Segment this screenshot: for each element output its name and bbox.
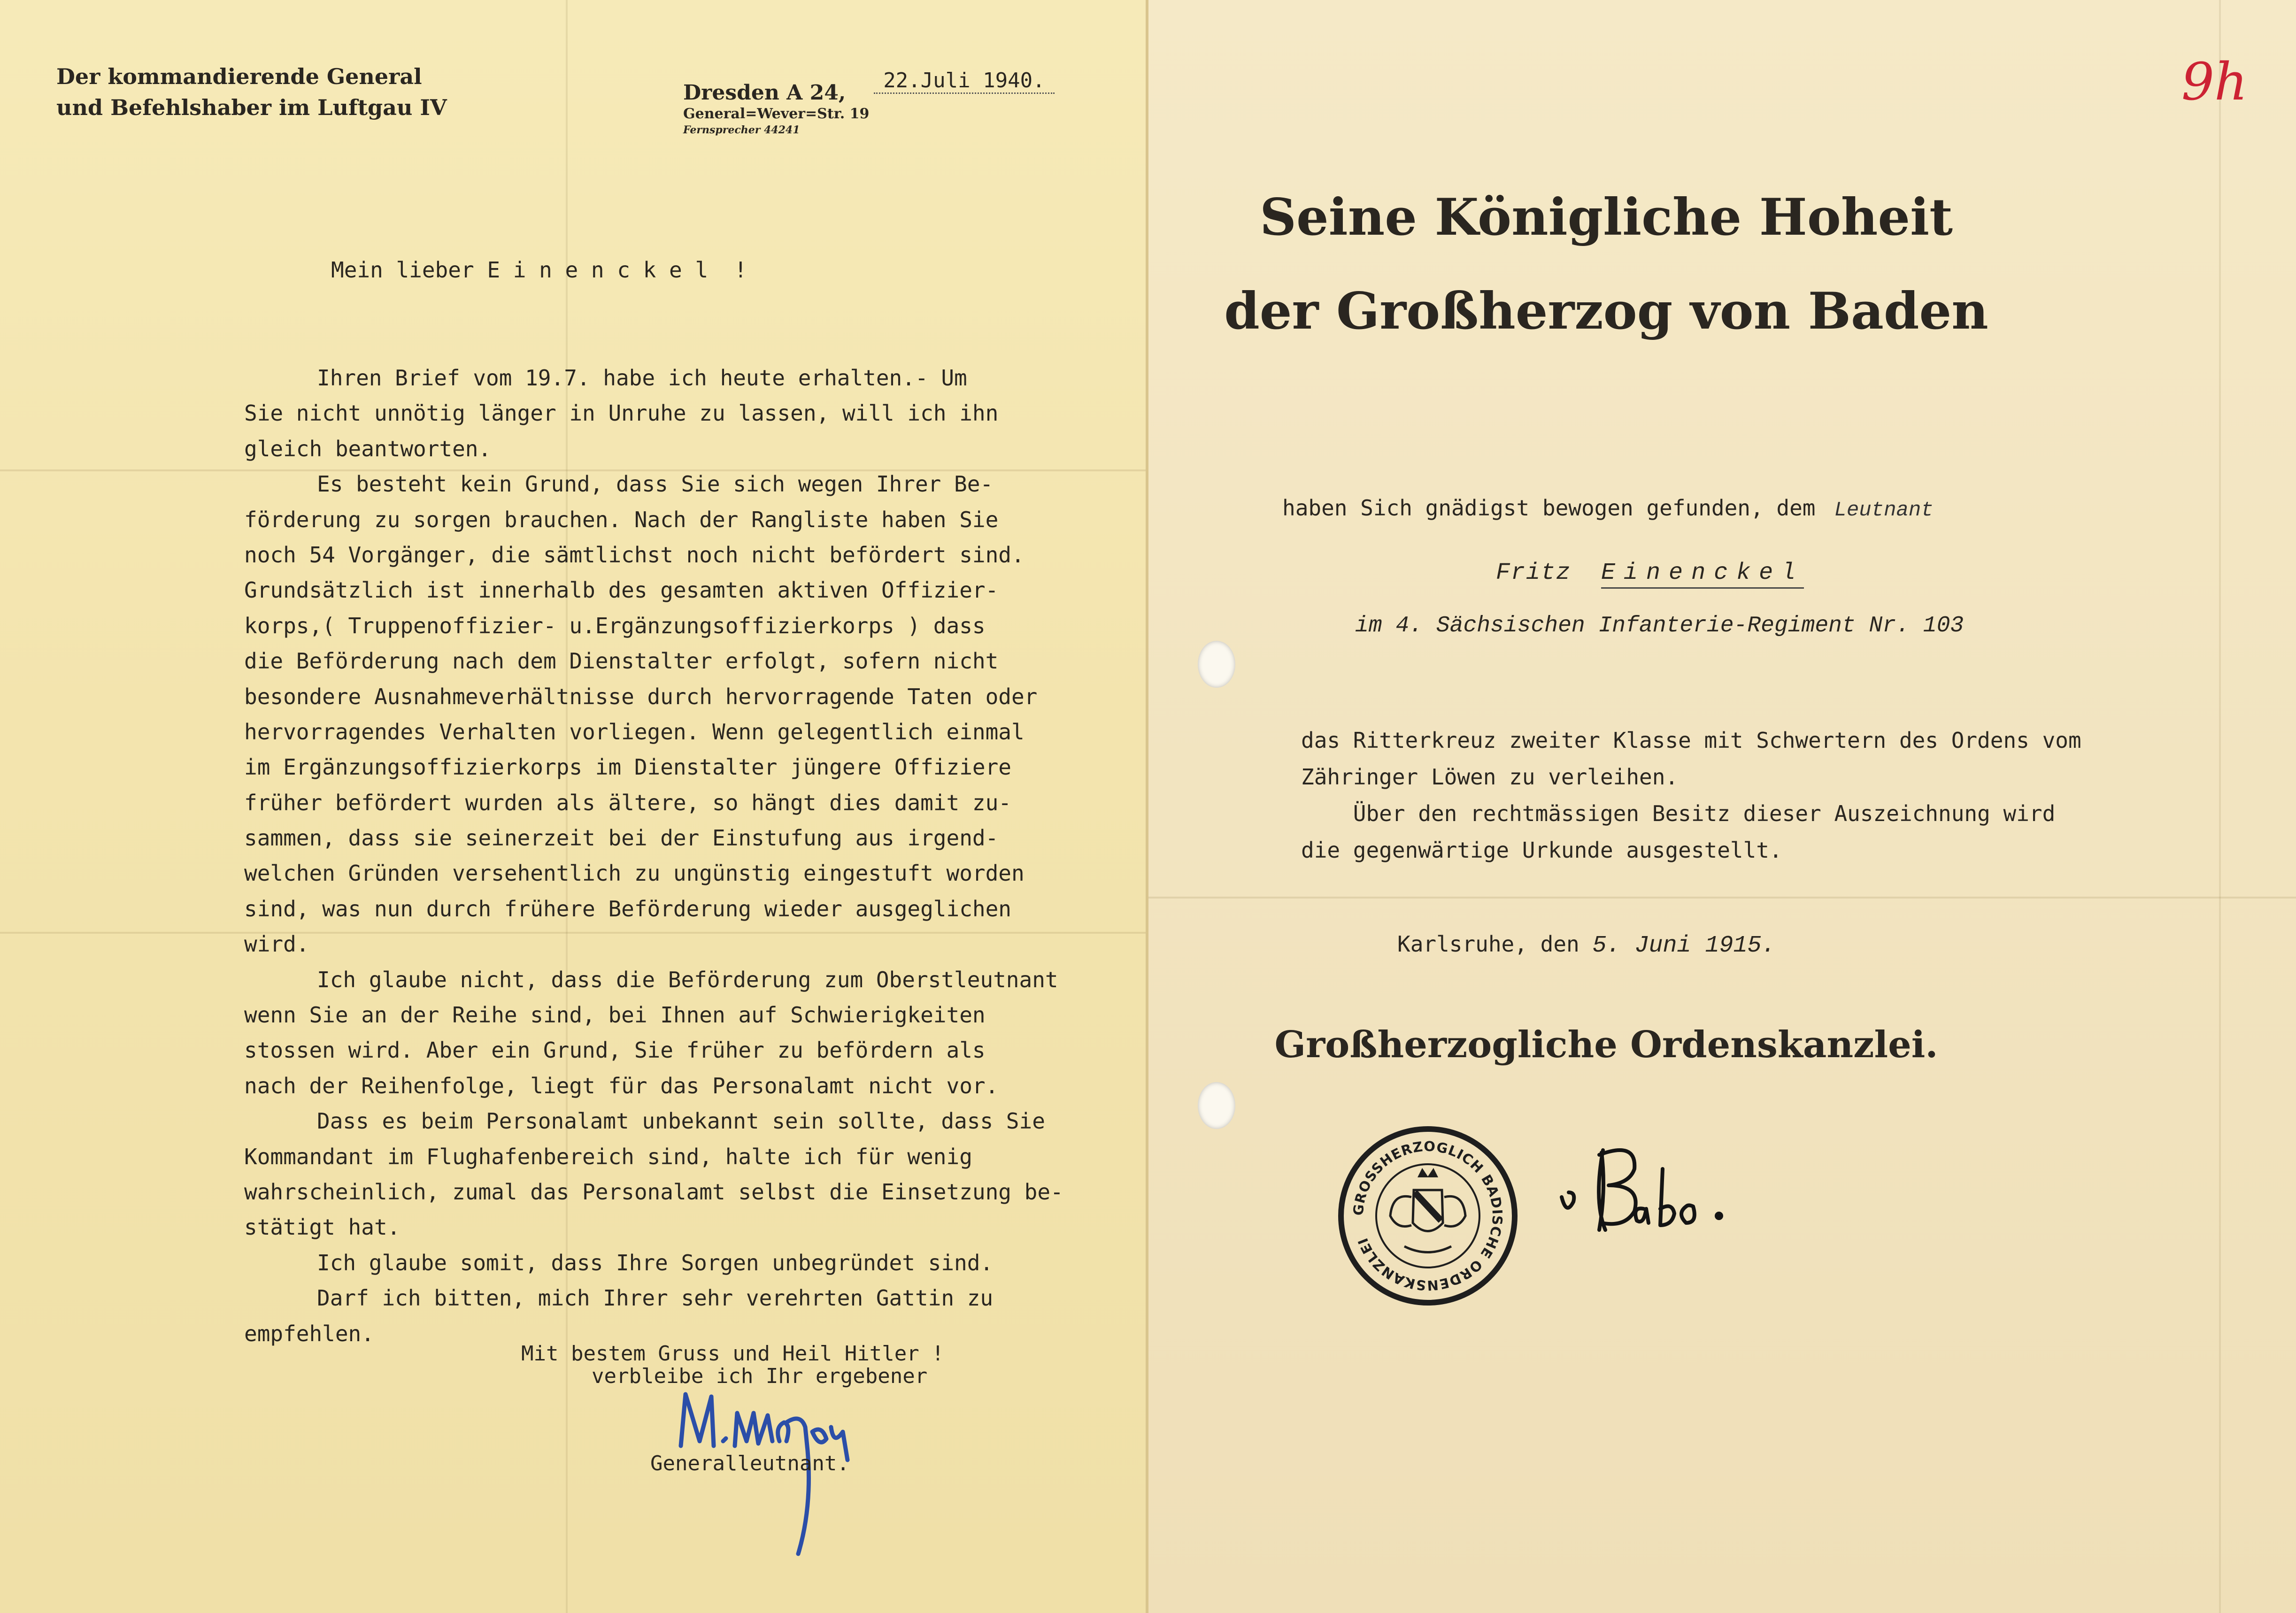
body-line: wahrscheinlich, zumal das Personalamt selbst die Einsetzung be- — [244, 1179, 1063, 1205]
body-line: förderung zu sorgen brauchen. Nach der Rangliste haben Sie — [244, 507, 999, 532]
body-line: Ihren Brief vom 19.7. habe ich heute erhalten.- Um — [317, 365, 967, 391]
body-line: Dass es beim Personalamt unbekannt sein sollte, dass Sie — [317, 1108, 1045, 1134]
body-line: Ich glaube somit, dass Ihre Sorgen unbegründet sind. — [317, 1250, 994, 1275]
issuing-authority: Großherzogliche Ordenskanzlei. — [1274, 1023, 1938, 1066]
letterhead-place-block — [683, 69, 1055, 136]
body-line: gleich beantworten. — [244, 436, 492, 461]
signature-babo — [1557, 1117, 1862, 1258]
svg-text:GROSSHERZOGLICH BADISCHE ORDEN: GROSSHERZOGLICH BADISCHE ORDENSKANZLEI — [1350, 1138, 1506, 1294]
body-line: im Ergänzungsoffizierkorps im Dienstalter jüngere Offiziere — [244, 754, 1011, 780]
letter-page — [0, 0, 1146, 1613]
body-line: empfehlen. — [244, 1321, 374, 1346]
body-line: besondere Ausnahmeverhältnisse durch hervorragende Taten oder — [244, 684, 1038, 709]
street-address: General=Wever=Str. 19 — [683, 106, 870, 122]
award-text — [1301, 722, 2081, 868]
archive-mark: 9h — [2181, 52, 2248, 112]
closing-valediction: verbleibe ich Ihr ergebener — [592, 1364, 928, 1388]
sender-line-2: und Befehlshaber im Luftgau IV — [56, 95, 447, 120]
letter-date: 22.Juli 1940. — [874, 69, 1054, 94]
body-line: nach der Reihenfolge, liegt für das Personalamt nicht vor. — [244, 1073, 999, 1098]
body-line: korps,( Truppenoffizier- u.Ergänzungsoffizierkorps ) dass — [244, 613, 986, 638]
body-line: früher befördert wurden als ältere, so hängt dies damit zu- — [244, 790, 1011, 815]
body-line: hervorragendes Verhalten vorliegen. Wenn gelegentlich einmal — [244, 719, 1025, 745]
body-line: Es besteht kein Grund, dass Sie sich wegen Ihrer Be- — [317, 471, 994, 497]
certificate-title-line-1: Seine Königliche Hoheit — [1259, 188, 1953, 247]
phone-number: Fernsprecher 44241 — [683, 124, 800, 136]
body-line: sind, was nun durch frühere Beförderung wieder ausgeglichen — [244, 896, 1011, 922]
body-line: noch 54 Vorgänger, die sämtlichst noch nicht befördert sind. — [244, 542, 1025, 568]
body-line: stossen wird. Aber ein Grund, Sie früher zu befördern als — [244, 1037, 986, 1063]
award-line: Zähringer Löwen zu verleihen. — [1301, 764, 1679, 790]
fold-line — [1148, 897, 2296, 899]
body-line: wird. — [244, 931, 309, 957]
coat-of-arms-icon — [1390, 1168, 1465, 1252]
body-line: Darf ich bitten, mich Ihrer sehr verehrten Gattin zu — [317, 1285, 994, 1311]
place-name: Dresden A 24, — [683, 81, 846, 105]
body-line: stätigt hat. — [244, 1214, 401, 1240]
certificate-place: Karlsruhe, den — [1397, 931, 1579, 957]
closing-greeting: Mit bestem Gruss und Heil Hitler ! — [521, 1342, 944, 1366]
recipient-first-name: Fritz — [1496, 560, 1572, 586]
certificate-intro — [1282, 495, 1934, 522]
recipient-surname: Einenckel — [1601, 560, 1804, 589]
award-line: Über den rechtmässigen Besitz dieser Auszeichnung wird — [1301, 801, 2056, 826]
body-line: Ich glaube nicht, dass die Beförderung zum Oberstleutnant — [317, 967, 1058, 992]
body-line: sammen, dass sie seinerzeit bei der Einstufung aus irgend- — [244, 825, 999, 851]
letterhead-sender — [56, 61, 447, 123]
body-line: Grundsätzlich ist innerhalb des gesamten aktiven Offizier- — [244, 577, 999, 603]
recipient-regiment: im 4. Sächsischen Infanterie-Regiment Nr. 103 — [1355, 613, 1964, 638]
sender-line-1: Der kommandierende General — [56, 64, 422, 89]
body-line: welchen Gründen versehentlich zu ungünstig eingestuft worden — [244, 860, 1025, 886]
certificate-date: 5. Juni 1915. — [1592, 932, 1776, 959]
certificate-title-line-2: der Großherzog von Baden — [1224, 282, 1988, 341]
body-line: Kommandant im Flughafenbereich sind, halte ich für wenig — [244, 1144, 972, 1169]
signatory-rank: Generalleutnant. — [650, 1452, 849, 1475]
punch-hole — [1198, 1082, 1235, 1129]
recipient-rank: Leutnant — [1834, 499, 1934, 522]
award-line: die gegenwärtige Urkunde ausgestellt. — [1301, 837, 1782, 863]
intro-text: haben Sich gnädigst bewogen gefunden, dem — [1282, 495, 1816, 521]
certificate-place-date — [1397, 931, 1776, 959]
award-line: das Ritterkreuz zweiter Klasse mit Schwertern des Ordens vom — [1301, 728, 2081, 753]
letter-body — [244, 361, 1063, 1352]
fold-line — [2219, 0, 2221, 1613]
body-line: die Beförderung nach dem Dienstalter erfolgt, sofern nicht — [244, 648, 999, 674]
place-date-line — [683, 69, 1055, 105]
official-seal — [1334, 1122, 1522, 1310]
recipient-name — [1496, 560, 1804, 586]
punch-hole — [1198, 641, 1235, 688]
body-line: wenn Sie an der Reihe sind, bei Ihnen auf Schwierigkeiten — [244, 1002, 986, 1028]
certificate-page — [1146, 0, 2296, 1613]
body-line: Sie nicht unnötig länger in Unruhe zu lassen, will ich ihn — [244, 400, 999, 426]
salutation: Mein lieber E i n e n c k e l ! — [331, 257, 747, 283]
